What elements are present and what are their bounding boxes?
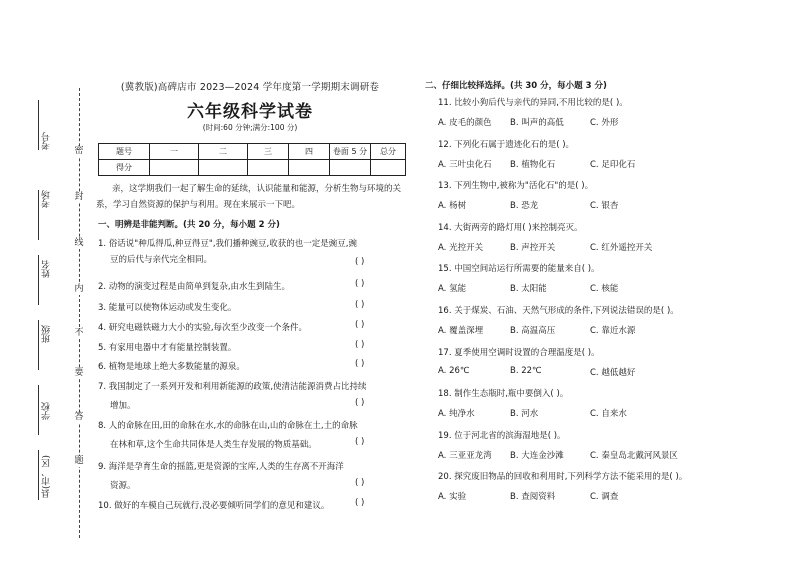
answer-paren[interactable]: ( ) <box>355 257 365 267</box>
question-1: 1. 俗话说"种瓜得瓜,种豆得豆",我们播种豌豆,收获的也一定是豌豆,豌 豆的后代与亲代完全相同。 <box>98 239 357 265</box>
seal-char: 线 <box>74 238 84 248</box>
score-blank[interactable] <box>330 160 371 176</box>
score-blank[interactable] <box>199 160 248 176</box>
margin-label-class: 班级 <box>42 325 52 343</box>
option-a[interactable]: A. 氢能 <box>438 284 467 295</box>
question-7: 7. 我国制定了一系列开发和利用新能源的政策,使清洁能源消费占比持续 增加。 <box>98 382 367 411</box>
answer-paren[interactable]: ( ) <box>355 478 365 488</box>
question-14: 14. 大街两旁的路灯用( )来控制亮灭。 <box>438 222 583 233</box>
section1-heading: 一、明辨是非能判断。(共 20 分，每小题 2 分) <box>98 220 280 230</box>
margin-label-exam-room: 考场 <box>42 190 52 208</box>
option-b[interactable]: B. 恐龙 <box>510 201 539 212</box>
exam-number-blank[interactable] <box>38 100 39 150</box>
seal-char: 密 <box>74 146 84 156</box>
question-12: 12. 下列化石属于遗迹化石的是( )。 <box>438 139 575 150</box>
margin-label-school: 学校 <box>42 402 52 420</box>
option-c[interactable]: C. 秦皇岛北戴河风景区 <box>590 450 678 461</box>
score-cell: 四 <box>289 144 330 160</box>
answer-paren[interactable]: ( ) <box>355 300 365 310</box>
page-title: 六年级科学试卷 <box>187 102 313 122</box>
answer-paren[interactable]: ( ) <box>355 437 365 447</box>
score-blank[interactable] <box>289 160 330 176</box>
question-4: 4. 研究电磁铁磁力大小的实验,每次至少改变一个条件。 <box>98 323 308 333</box>
option-a[interactable]: A. 皮毛的颜色 <box>438 118 492 128</box>
option-b[interactable]: B. 太阳能 <box>510 284 547 295</box>
question-5: 5. 有家用电器中才有能量控制装置。 <box>98 343 237 353</box>
option-a[interactable]: A. 光控开关 <box>438 242 484 253</box>
question-18: 18. 制作生态瓶时,瓶中要倒入( )。 <box>438 389 569 400</box>
seal-char: 题 <box>74 456 84 466</box>
question-6: 6. 植物是地球上绝大多数能量的源泉。 <box>98 362 245 372</box>
option-c[interactable]: C. 外形 <box>590 118 619 128</box>
question-19: 19. 位于河北省的滨海湿地是( )。 <box>438 430 566 441</box>
section2-heading: 二、仔细比较择选择。(共 30 分，每小题 3 分) <box>425 81 607 91</box>
exam-subtitle: (冀教版)高碑店市 2023—2024 学年度第一学期期末调研卷 <box>120 82 380 93</box>
question-2: 2. 动物的演变过程是由简单到复杂,由水生到陆生。 <box>98 282 291 292</box>
intro-paragraph: 亲，这学期我们一起了解生命的延续，认识能量和能源，分析生物与环境的关系，学习自然资源的保护与利用。现在来展示一下吧。 <box>96 184 402 210</box>
answer-paren[interactable]: ( ) <box>355 359 365 369</box>
option-c[interactable]: C. 靠近水源 <box>590 326 636 336</box>
option-b[interactable]: B. 22℃ <box>510 365 542 376</box>
score-cell: 得分 <box>99 160 150 176</box>
question-16: 16. 关于煤炭、石油、天然气形成的条件,下列说法错误的是( )。 <box>438 306 679 316</box>
answer-paren[interactable]: ( ) <box>355 320 365 330</box>
score-table-header-row <box>99 144 406 160</box>
question-20: 20. 探究废旧物品的回收和利用时,下列科学方法不能采用的是( )。 <box>438 472 688 483</box>
score-blank[interactable] <box>371 160 406 176</box>
score-cell: 一 <box>150 144 199 160</box>
margin-label-exam-number: 考号 <box>42 132 52 150</box>
name-blank[interactable] <box>38 255 39 305</box>
question-3: 3. 能量可以使物体运动或发生变化。 <box>98 303 237 313</box>
option-a[interactable]: A. 纯净水 <box>438 409 475 420</box>
answer-paren[interactable]: ( ) <box>355 340 365 350</box>
answer-paren[interactable]: ( ) <box>355 279 365 289</box>
class-blank[interactable] <box>38 320 39 370</box>
county-blank[interactable] <box>38 450 39 500</box>
option-b[interactable]: B. 河水 <box>510 409 539 420</box>
question-11: 11. 比较小狗后代与亲代的异同,不用比较的是( )。 <box>438 98 628 108</box>
question-10: 10. 做好的车模自己玩就行,没必要倾听同学们的意见和建议。 <box>98 501 330 511</box>
answer-paren[interactable]: ( ) <box>355 398 365 408</box>
school-blank[interactable] <box>38 385 39 435</box>
score-cell: 总分 <box>371 144 406 160</box>
score-cell: 三 <box>248 144 289 160</box>
option-c[interactable]: C. 调查 <box>590 492 619 503</box>
seal-char: 要 <box>74 368 84 378</box>
seal-char: 封 <box>74 192 84 202</box>
score-blank[interactable] <box>248 160 289 176</box>
option-c[interactable]: C. 越低越好 <box>590 367 636 378</box>
score-table-score-row <box>99 160 406 176</box>
seal-char: 内 <box>74 284 84 294</box>
score-cell: 二 <box>199 144 248 160</box>
option-a[interactable]: A. 杨树 <box>438 201 467 212</box>
answer-paren[interactable]: ( ) <box>355 498 365 508</box>
time-info: (时间:60 分钟;满分:100 分) <box>202 123 298 132</box>
option-b[interactable]: B. 查阅资料 <box>510 492 556 503</box>
option-a[interactable]: A. 覆盖深埋 <box>438 326 484 336</box>
question-17: 17. 夏季使用空调时设置的合理温度是( )。 <box>438 347 600 358</box>
option-a[interactable]: A. 26℃ <box>438 365 470 376</box>
option-c[interactable]: C. 核能 <box>590 284 619 295</box>
score-blank[interactable] <box>150 160 199 176</box>
option-b[interactable]: B. 叫声的高低 <box>510 118 564 128</box>
score-cell: 题号 <box>99 144 150 160</box>
seal-char: 答 <box>74 412 84 422</box>
question-15: 15. 中国空间站运行所需要的能量来自( )。 <box>438 264 600 275</box>
option-a[interactable]: A. 实验 <box>438 492 467 503</box>
option-b[interactable]: B. 高温高压 <box>510 326 556 336</box>
question-8: 8. 人的命脉在田,田的命脉在水,水的命脉在山,山的命脉在土,土的命脉 在林和草,这个生命共同体是人类生存发展的物质基础。 <box>98 421 358 450</box>
option-c[interactable]: C. 银杏 <box>590 201 619 212</box>
option-c[interactable]: C. 红外遥控开关 <box>590 242 653 253</box>
option-a[interactable]: A. 三亚亚龙湾 <box>438 450 492 461</box>
score-cell: 卷面 5 分 <box>330 144 371 160</box>
option-b[interactable]: B. 植物化石 <box>510 159 556 170</box>
score-table <box>98 143 406 176</box>
option-b[interactable]: B. 大连金沙滩 <box>510 450 564 461</box>
seal-char: 不 <box>74 328 84 338</box>
option-c[interactable]: C. 自来水 <box>590 409 627 420</box>
question-13: 13. 下列生物中,被称为"活化石"的是( )。 <box>438 181 594 192</box>
margin-label-county: 县(市、区) <box>42 455 52 499</box>
question-9: 9. 海洋是孕育生命的摇篮,更是资源的宝库,人类的生存离不开海洋 资源。 <box>98 462 344 491</box>
option-a[interactable]: A. 三叶虫化石 <box>438 159 492 170</box>
option-b[interactable]: B. 声控开关 <box>510 242 556 253</box>
option-c[interactable]: C. 足印化石 <box>590 159 636 170</box>
exam-room-blank[interactable] <box>38 190 39 240</box>
margin-label-name: 姓名 <box>42 260 52 278</box>
